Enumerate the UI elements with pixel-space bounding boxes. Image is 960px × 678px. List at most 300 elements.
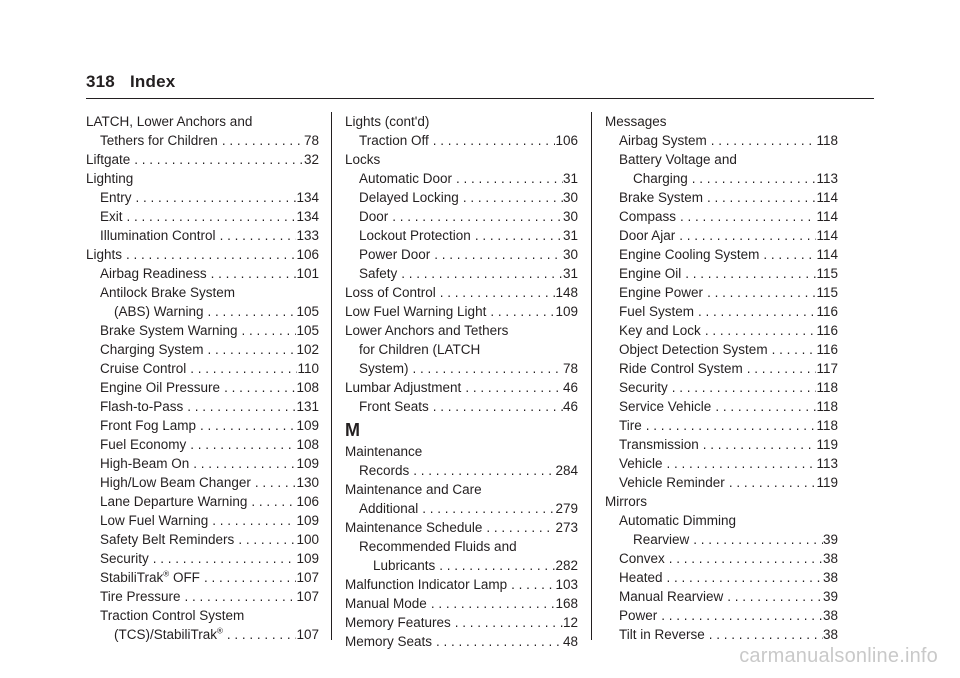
entry-page-number: 105: [296, 304, 319, 319]
entry-page-number: 78: [562, 361, 578, 376]
index-column-2: [345, 112, 578, 651]
entry-page-number: 39: [822, 589, 838, 604]
entry-label: [619, 416, 642, 435]
dot-leader: [668, 378, 817, 397]
index-entry[interactable]: [86, 150, 319, 169]
dot-leader: [204, 302, 297, 321]
index-heading: [345, 321, 578, 340]
entry-page-number: 117: [816, 361, 838, 376]
entry-text: Compass: [619, 209, 677, 224]
entry-label: [359, 226, 471, 245]
entry-text: Door Ajar: [619, 228, 676, 243]
dot-leader: [220, 378, 296, 397]
entry-text: Tire: [619, 418, 642, 433]
entry-text: Security: [100, 551, 149, 566]
dot-leader: [482, 518, 555, 537]
index-heading: [605, 150, 838, 169]
index-entry[interactable]: [86, 511, 319, 530]
entry-text: Engine Cooling System: [619, 247, 760, 262]
entry-page-number: 284: [555, 463, 578, 478]
entry-label: [345, 442, 422, 461]
entry-text: Tilt in Reverse: [619, 627, 705, 642]
entry-text: Automatic Door: [359, 171, 453, 186]
index-entry[interactable]: [345, 499, 578, 518]
index-entry[interactable]: [86, 226, 319, 245]
entry-text: Manual Mode: [345, 596, 427, 611]
entry-page-number: 32: [303, 152, 319, 167]
page-header: [86, 72, 175, 92]
entry-text: Charging: [633, 171, 688, 186]
entry-page-number: 31: [562, 171, 578, 186]
dot-leader: [207, 264, 297, 283]
entry-page-number: 110: [297, 361, 319, 376]
entry-page-number: 114: [816, 247, 838, 262]
entry-label: [359, 264, 397, 283]
registered-mark: ®: [217, 626, 223, 636]
entry-page-number: 102: [296, 342, 319, 357]
entry-page-number: 130: [296, 475, 319, 490]
entry-label: [619, 207, 676, 226]
entry-label: [359, 537, 517, 556]
index-entry[interactable]: [86, 359, 319, 378]
column-divider: [331, 112, 332, 640]
index-entry[interactable]: [605, 625, 838, 644]
dot-leader: [486, 302, 555, 321]
index-entry[interactable]: [86, 264, 319, 283]
entry-text: Traction Control System: [100, 608, 245, 623]
entry-text: Lubricants: [373, 558, 436, 573]
header-rule: [86, 98, 874, 99]
dot-leader: [725, 473, 817, 492]
index-entry[interactable]: [605, 283, 838, 302]
page-number: 318: [86, 72, 115, 91]
dot-leader: [665, 549, 823, 568]
entry-text: Safety Belt Reminders: [100, 532, 235, 547]
entry-page-number: 109: [296, 418, 319, 433]
entry-text: Liftgate: [86, 152, 131, 167]
entry-page-number: 273: [555, 520, 578, 535]
entry-text: Tire Pressure: [100, 589, 181, 604]
index-entry[interactable]: [345, 131, 578, 150]
index-entry[interactable]: [345, 518, 578, 537]
dot-leader: [427, 594, 556, 613]
entry-label: [100, 435, 186, 454]
index-entry[interactable]: [86, 625, 319, 644]
dot-leader: [459, 188, 563, 207]
entry-label: [345, 613, 451, 632]
entry-page-number: 109: [296, 513, 319, 528]
entry-label: [359, 397, 429, 416]
entry-text: Lockout Protection: [359, 228, 471, 243]
entry-text: LATCH, Lower Anchors and: [86, 114, 253, 129]
index-entry[interactable]: [605, 359, 838, 378]
index-entry[interactable]: [86, 549, 319, 568]
entry-label: [605, 492, 647, 511]
entry-text: Ride Control System: [619, 361, 743, 376]
entry-label: [345, 632, 432, 651]
entry-label: [619, 321, 701, 340]
entry-page-number: 113: [816, 171, 838, 186]
dot-leader: [507, 575, 555, 594]
entry-text: Door: [359, 209, 389, 224]
entry-text: Exit: [100, 209, 123, 224]
entry-label: [86, 112, 252, 131]
index-entry[interactable]: [86, 302, 319, 321]
index-heading: [86, 606, 319, 625]
entry-page-number: 116: [816, 323, 838, 338]
index-entry[interactable]: [86, 340, 319, 359]
entry-page-number: 101: [296, 266, 319, 281]
index-entry[interactable]: [86, 435, 319, 454]
entry-page-number: 48: [562, 634, 578, 649]
entry-text: Traction Off: [359, 133, 429, 148]
entry-label: [359, 340, 480, 359]
entry-text: Lower Anchors and Tethers: [345, 323, 509, 338]
entry-page-number: 38: [822, 570, 838, 585]
entry-page-number: 39: [822, 532, 838, 547]
entry-label: [345, 480, 482, 499]
index-entry[interactable]: [345, 397, 578, 416]
page-title: Index: [130, 72, 176, 91]
entry-text: Lights: [86, 247, 123, 262]
index-entry[interactable]: [605, 549, 838, 568]
entry-label: [619, 340, 768, 359]
index-entry[interactable]: [605, 416, 838, 435]
dot-leader: [216, 226, 297, 245]
entry-label: [619, 625, 705, 644]
entry-label: [86, 245, 122, 264]
entry-page-number: 109: [296, 551, 319, 566]
entry-label: [345, 112, 429, 131]
index-entry[interactable]: [86, 245, 319, 264]
entry-page-number: 114: [816, 228, 838, 243]
entry-text: Key and Lock: [619, 323, 701, 338]
dot-leader: [429, 131, 556, 150]
dot-leader: [694, 302, 816, 321]
entry-label: [100, 530, 234, 549]
index-entry[interactable]: [345, 264, 578, 283]
entry-label: [100, 131, 218, 150]
entry-label: [619, 454, 663, 473]
entry-text: Engine Power: [619, 285, 704, 300]
entry-page-number: 115: [816, 285, 838, 300]
index-entry[interactable]: [86, 131, 319, 150]
entry-label: [100, 454, 189, 473]
dot-leader: [435, 556, 555, 575]
entry-page-number: 46: [562, 399, 578, 414]
entry-text: Vehicle: [619, 456, 663, 471]
index-entry[interactable]: [605, 568, 838, 587]
index-entry[interactable]: [345, 245, 578, 264]
dot-leader: [471, 226, 563, 245]
index-entry[interactable]: [345, 226, 578, 245]
index-entry[interactable]: [86, 473, 319, 492]
entry-label: [619, 245, 759, 264]
entry-text: Airbag System: [619, 133, 707, 148]
dot-leader: [251, 473, 297, 492]
entry-page-number: 107: [296, 570, 319, 585]
watermark: carmanualsonline.info: [739, 645, 938, 667]
entry-page-number: 30: [562, 209, 578, 224]
index-entry[interactable]: [605, 340, 838, 359]
entry-label: [373, 556, 435, 575]
entry-text: Rearview: [633, 532, 690, 547]
entry-text: (ABS) Warning: [114, 304, 204, 319]
entry-label: [100, 397, 183, 416]
index-heading: [605, 112, 838, 131]
index-entry[interactable]: [345, 575, 578, 594]
entry-text: Memory Seats: [345, 634, 433, 649]
index-heading: [605, 492, 838, 511]
entry-page-number: 31: [562, 266, 578, 281]
entry-page-number: 133: [296, 228, 319, 243]
dot-leader: [204, 340, 297, 359]
index-entry[interactable]: [605, 188, 838, 207]
entry-text: Fuel System: [619, 304, 695, 319]
entry-label: [114, 302, 204, 321]
entry-label: [100, 207, 123, 226]
entry-label: [100, 473, 251, 492]
dot-leader: [409, 359, 563, 378]
entry-label: [100, 549, 149, 568]
index-entry[interactable]: [345, 359, 578, 378]
entry-page-number: 38: [822, 551, 838, 566]
entry-text: Maintenance Schedule: [345, 520, 483, 535]
entry-page-number: 109: [296, 456, 319, 471]
dot-leader: [657, 606, 823, 625]
entry-label: [359, 131, 429, 150]
entry-text: Manual Rearview: [619, 589, 724, 604]
index-entry[interactable]: [605, 435, 838, 454]
entry-text: System): [359, 361, 409, 376]
entry-page-number: 12: [562, 615, 578, 630]
entry-text: Tethers for Children: [100, 133, 218, 148]
index-entry[interactable]: [605, 606, 838, 625]
dot-leader: [663, 568, 823, 587]
entry-page-number: 118: [816, 418, 838, 433]
entry-page-number: 107: [296, 589, 319, 604]
dot-leader: [123, 207, 297, 226]
entry-label: [619, 568, 663, 587]
entry-text: Front Seats: [359, 399, 429, 414]
entry-page-number: 134: [296, 190, 319, 205]
dot-leader: [701, 321, 817, 340]
entry-label: [359, 359, 409, 378]
entry-page-number: 118: [816, 380, 838, 395]
index-entry[interactable]: [86, 416, 319, 435]
entry-page-number: 114: [816, 190, 838, 205]
entry-page-number: 106: [555, 133, 578, 148]
entry-text: StabiliTrak: [100, 570, 164, 585]
entry-page-number: 279: [555, 501, 578, 516]
entry-label: [359, 207, 388, 226]
entry-text: Fuel Economy: [100, 437, 187, 452]
dot-leader: [681, 264, 816, 283]
index-heading: [86, 283, 319, 302]
index-entry[interactable]: [345, 188, 578, 207]
entry-text: Flash-to-Pass: [100, 399, 184, 414]
index-entry[interactable]: [605, 397, 838, 416]
entry-text: Power: [619, 608, 658, 623]
entry-page-number: 116: [816, 342, 838, 357]
index-entry[interactable]: [86, 321, 319, 340]
dot-leader: [238, 321, 297, 340]
entry-text: Object Detection System: [619, 342, 768, 357]
entry-page-number: 107: [296, 627, 319, 642]
index-heading: [345, 537, 578, 556]
index-column-1: [86, 112, 319, 644]
entry-label: [619, 587, 723, 606]
entry-label: [100, 340, 204, 359]
entry-text: Service Vehicle: [619, 399, 712, 414]
dot-leader: [181, 587, 297, 606]
index-entry[interactable]: [605, 378, 838, 397]
entry-label: [605, 112, 667, 131]
entry-label: [86, 169, 133, 188]
dot-leader: [223, 625, 297, 644]
entry-label: [619, 264, 681, 283]
index-entry[interactable]: [86, 378, 319, 397]
entry-page-number: 109: [555, 304, 578, 319]
entry-label: [345, 302, 486, 321]
entry-label: [619, 131, 707, 150]
index-entry[interactable]: [86, 530, 319, 549]
index-entry[interactable]: [345, 556, 578, 575]
dot-leader: [689, 530, 823, 549]
index-entry[interactable]: [605, 207, 838, 226]
dot-leader: [707, 131, 817, 150]
entry-label: [633, 169, 688, 188]
entry-label: [619, 378, 668, 397]
entry-label: [359, 188, 459, 207]
index-entry[interactable]: [86, 568, 319, 587]
index-entry[interactable]: [86, 188, 319, 207]
entry-text: Lighting: [86, 171, 134, 186]
entry-label: [345, 594, 427, 613]
dot-leader: [247, 492, 296, 511]
index-entry[interactable]: [605, 530, 838, 549]
column-divider: [591, 112, 592, 640]
entry-label: [100, 568, 200, 587]
entry-text: Engine Oil Pressure: [100, 380, 221, 395]
index-entry[interactable]: [86, 492, 319, 511]
dot-leader: [452, 169, 563, 188]
dot-leader: [186, 435, 296, 454]
entry-text: Lane Departure Warning: [100, 494, 248, 509]
entry-label: [114, 625, 223, 644]
entry-label: [619, 150, 737, 169]
index-entry[interactable]: [605, 131, 838, 150]
index-entry[interactable]: [86, 454, 319, 473]
dot-leader: [676, 207, 816, 226]
entry-label: [619, 397, 711, 416]
entry-page-number: 106: [296, 247, 319, 262]
dot-leader: [723, 587, 823, 606]
index-entry[interactable]: [86, 397, 319, 416]
index-entry[interactable]: [605, 321, 838, 340]
index-entry[interactable]: [605, 587, 838, 606]
index-heading: [345, 340, 578, 359]
dot-leader: [759, 245, 816, 264]
index-entry[interactable]: [345, 207, 578, 226]
entry-page-number: 115: [816, 266, 838, 281]
entry-label: [619, 511, 736, 530]
registered-mark: ®: [163, 569, 170, 579]
index-entry[interactable]: [345, 283, 578, 302]
entry-text: Illumination Control: [100, 228, 216, 243]
dot-leader: [149, 549, 297, 568]
index-entry[interactable]: [605, 245, 838, 264]
index-entry[interactable]: [605, 226, 838, 245]
dot-leader: [189, 454, 296, 473]
entry-label: [345, 283, 436, 302]
index-entry[interactable]: [86, 207, 319, 226]
entry-text: High-Beam On: [100, 456, 190, 471]
entry-text: Lights (cont'd): [345, 114, 430, 129]
entry-label: [619, 359, 743, 378]
entry-page-number: 38: [822, 627, 838, 642]
entry-page-number: 100: [296, 532, 319, 547]
index-entry[interactable]: [345, 302, 578, 321]
index-entry[interactable]: [605, 169, 838, 188]
index-entry[interactable]: [605, 454, 838, 473]
index-heading: [605, 511, 838, 530]
dot-leader: [234, 530, 296, 549]
entry-text: Safety: [359, 266, 398, 281]
entry-label: [345, 378, 461, 397]
entry-page-number: 78: [303, 133, 319, 148]
entry-text: Engine Oil: [619, 266, 682, 281]
entry-label: [86, 150, 130, 169]
entry-page-number: 108: [296, 380, 319, 395]
entry-page-number: 106: [296, 494, 319, 509]
index-entry[interactable]: [605, 264, 838, 283]
index-heading: [345, 480, 578, 499]
entry-page-number: 119: [816, 475, 838, 490]
entry-text: Power Door: [359, 247, 431, 262]
entry-text: Loss of Control: [345, 285, 436, 300]
index-column-3: [605, 112, 838, 644]
dot-leader: [130, 150, 304, 169]
dot-leader: [451, 613, 563, 632]
index-entry[interactable]: [605, 473, 838, 492]
entry-text: Delayed Locking: [359, 190, 459, 205]
entry-label: [100, 321, 238, 340]
entry-page-number: 116: [816, 304, 838, 319]
entry-page-number: 31: [562, 228, 578, 243]
index-entry[interactable]: [345, 461, 578, 480]
entry-label: [100, 188, 132, 207]
entry-text: Low Fuel Warning Light: [345, 304, 487, 319]
index-entry[interactable]: [345, 613, 578, 632]
dot-leader: [705, 625, 823, 644]
index-entry[interactable]: [345, 378, 578, 397]
entry-label: [633, 530, 689, 549]
index-entry[interactable]: [345, 632, 578, 651]
dot-leader: [208, 511, 296, 530]
entry-text: Recommended Fluids and: [359, 539, 517, 554]
entry-label: [100, 226, 216, 245]
index-entry[interactable]: [605, 302, 838, 321]
entry-label: [359, 169, 452, 188]
dot-leader: [703, 188, 816, 207]
index-entry[interactable]: [86, 587, 319, 606]
entry-page-number: 282: [555, 558, 578, 573]
index-entry[interactable]: [345, 169, 578, 188]
index-entry[interactable]: [345, 594, 578, 613]
entry-text: Messages: [605, 114, 667, 129]
entry-page-number: 118: [816, 133, 838, 148]
